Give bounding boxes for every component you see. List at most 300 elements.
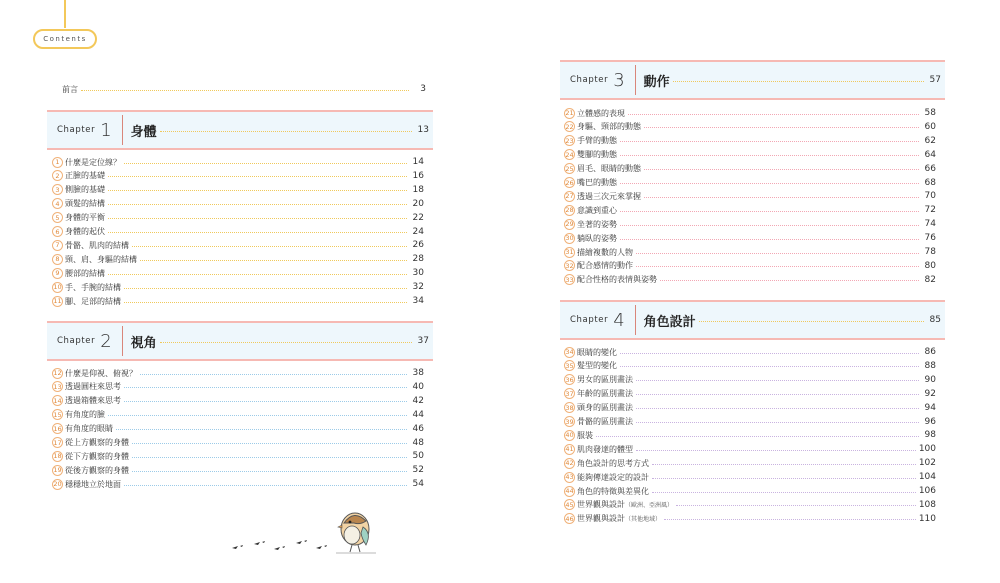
page-number: 60 (924, 121, 936, 132)
entry-title-text: 手、手腕的結構 (65, 282, 121, 292)
toc-entry[interactable] (52, 267, 424, 279)
entry-number: 25 (565, 164, 574, 173)
toc-entry[interactable] (564, 457, 936, 469)
leader-dots (116, 429, 407, 430)
leader-dots (124, 302, 407, 303)
page-number: 48 (412, 437, 424, 448)
leader-dots (132, 443, 407, 444)
entry-title (65, 226, 105, 237)
page-number: 70 (924, 191, 936, 202)
toc-entry[interactable] (564, 513, 936, 525)
entry-number: 26 (565, 178, 574, 187)
leader-dots (81, 90, 409, 91)
leader-dots (652, 478, 916, 479)
leader-dots (160, 131, 412, 132)
entry-title-text: 腰部的結構 (65, 268, 105, 278)
entry-title-text: 透過圓柱來思考 (65, 382, 121, 392)
entry-number: 43 (565, 473, 574, 482)
entry-title-text: 眼睛的變化 (577, 347, 617, 357)
entry-title (577, 205, 617, 216)
entry-title-text: 透過三次元來掌握 (577, 191, 641, 201)
page-number: 38 (412, 368, 424, 378)
toc-entry[interactable] (564, 121, 936, 133)
entry-title (577, 513, 661, 524)
chapter-divider (122, 115, 123, 145)
leader-dots (620, 183, 919, 184)
leader-dots (108, 415, 407, 416)
entry-title-text: 頭身的區別畫法 (577, 403, 633, 413)
entry-title-text: 身驅、頸部的動態 (577, 122, 641, 132)
leader-dots (160, 342, 412, 343)
chapter-label: Chapter (570, 315, 609, 325)
entry-title (577, 499, 673, 510)
page-number: 66 (924, 163, 936, 174)
leader-dots (636, 394, 919, 395)
leader-dots (132, 457, 407, 458)
entry-title (65, 170, 105, 181)
entry-title-text: 配合感情的動作 (577, 261, 633, 271)
leader-dots (620, 225, 919, 226)
toc-entry[interactable] (564, 274, 936, 286)
toc-entry[interactable] (52, 198, 424, 210)
page-number: 20 (412, 198, 424, 209)
entry-title-text: 從上方觀察的身體 (65, 438, 129, 447)
leader-dots (620, 353, 919, 354)
page-number: 88 (924, 360, 936, 371)
toc-entry[interactable] (564, 360, 936, 372)
entry-title-text: 手臂的動態 (577, 136, 617, 146)
leader-dots (124, 288, 407, 289)
entry-number: 5 (52, 212, 63, 223)
entry-number: 24 (565, 150, 574, 159)
page-number: 96 (924, 416, 936, 427)
toc-entry[interactable] (52, 184, 424, 196)
page-number: 64 (924, 149, 936, 160)
chapter-heading[interactable] (47, 321, 433, 361)
chapter-page: 57 (929, 75, 941, 85)
entry-title-text: 腳、足部的結構 (65, 296, 121, 306)
leader-dots (652, 492, 916, 493)
entry-title (65, 198, 105, 209)
entry-title (577, 430, 593, 441)
toc-entry[interactable] (564, 204, 936, 216)
toc-entry[interactable] (52, 156, 424, 168)
toc-entry[interactable] (564, 135, 936, 147)
entry-title (577, 163, 641, 174)
entry-number: 23 (565, 136, 574, 145)
entry-title (577, 219, 617, 230)
entry-title (65, 423, 113, 434)
toc-entry[interactable] (564, 485, 936, 497)
toc-entry[interactable] (52, 212, 424, 224)
toc-entry[interactable] (52, 437, 424, 449)
entry-title (577, 149, 617, 160)
page-number: 18 (412, 184, 424, 195)
entry-number: 8 (52, 254, 63, 265)
page-number: 106 (918, 486, 936, 496)
toc-entry[interactable] (52, 367, 424, 379)
entry-title-text: 能夠傳達設定的設計 (577, 472, 649, 482)
entry-title-text: 意識到重心 (577, 205, 617, 215)
entry-title (577, 444, 633, 455)
page-number: 44 (412, 409, 424, 420)
entry-subtitle: （其他地域） (625, 516, 662, 524)
chapter-divider (635, 305, 636, 335)
toc-entry[interactable] (564, 471, 936, 483)
entry-number: 41 (565, 445, 574, 454)
entry-number: 38 (565, 403, 574, 412)
leader-dots (108, 232, 407, 233)
entry-title (65, 409, 105, 420)
toc-entry[interactable] (564, 107, 936, 119)
chapter-page: 37 (417, 336, 429, 346)
leader-dots (108, 274, 407, 275)
toc-entry[interactable] (52, 423, 424, 435)
entry-number: 44 (565, 487, 574, 495)
entry-number: 21 (565, 109, 574, 117)
toc-entry[interactable] (52, 478, 424, 490)
leader-dots (644, 127, 919, 128)
toc-entry[interactable] (564, 246, 936, 258)
entry-title-text: 正臉的基礎 (65, 171, 105, 181)
entry-title-text: 躺臥的姿勢 (577, 233, 617, 243)
leader-dots (636, 380, 919, 381)
entry-title-text: 有角度的臉 (65, 410, 105, 420)
contents-label: Contents (33, 29, 97, 49)
entry-title (65, 368, 137, 379)
footprints-illustration (230, 538, 340, 554)
entry-number: 22 (565, 122, 574, 131)
leader-dots (652, 464, 916, 465)
toc-entry[interactable] (52, 464, 424, 476)
leader-dots (124, 163, 407, 164)
toc-entry[interactable] (564, 429, 936, 441)
leader-dots (132, 471, 407, 472)
leader-dots (620, 239, 919, 240)
chapter-label: Chapter (570, 75, 609, 85)
leader-dots (124, 485, 407, 486)
entry-title (577, 191, 641, 202)
chapter-number: 2 (100, 330, 112, 352)
toc-entry[interactable] (52, 395, 424, 407)
entry-title-text: 側臉的基礎 (65, 185, 105, 195)
page-number: 74 (924, 219, 936, 230)
entry-title (577, 402, 633, 413)
toc-entry[interactable] (564, 402, 936, 414)
entry-number: 34 (565, 348, 574, 356)
page-number: 86 (924, 347, 936, 357)
entry-title (577, 416, 633, 427)
toc-entry[interactable] (564, 499, 936, 511)
entry-title-text: 立體感的表現 (577, 108, 625, 118)
entry-number: 28 (565, 206, 574, 215)
entry-title (65, 157, 121, 168)
leader-dots (676, 505, 916, 506)
page-number: 34 (412, 296, 424, 306)
entry-title (65, 212, 105, 223)
entry-number: 6 (52, 226, 63, 237)
page-number: 94 (924, 402, 936, 413)
page-number: 14 (412, 157, 424, 167)
entry-number: 33 (565, 275, 574, 284)
toc-entry[interactable] (564, 163, 936, 175)
entry-title-text: 配合性格的表情與姿勢 (577, 275, 657, 285)
entry-title (65, 451, 129, 462)
entry-title-text: 前言 (62, 84, 78, 94)
leader-dots (644, 197, 919, 198)
entry-title (577, 472, 649, 483)
leader-dots (644, 169, 919, 170)
entry-number: 2 (52, 170, 63, 181)
page-number: 28 (412, 254, 424, 265)
toc-entry[interactable] (564, 416, 936, 428)
toc-entry[interactable] (52, 226, 424, 238)
entry-title (65, 254, 137, 265)
page-number: 52 (412, 465, 424, 476)
entry-title (65, 268, 105, 279)
entry-number: 30 (565, 234, 574, 243)
page-number: 30 (412, 268, 424, 279)
entry-number: 39 (565, 417, 574, 426)
leader-dots (660, 280, 919, 281)
toc-entry[interactable] (564, 232, 936, 244)
entry-number: 16 (53, 424, 62, 433)
entry-title (577, 135, 617, 146)
entry-title (62, 84, 78, 95)
leader-dots (636, 422, 919, 423)
leader-dots (108, 190, 407, 191)
leader-dots (620, 155, 919, 156)
entry-title-text: 服裝 (577, 430, 593, 440)
chapter-page: 13 (417, 125, 429, 135)
page-number: 54 (412, 479, 424, 490)
entry-number: 45 (565, 500, 574, 509)
entry-title-text: 頭髮的結構 (65, 199, 105, 209)
entry-title-text: 描繪複數的人物 (577, 247, 633, 257)
entry-number: 40 (565, 431, 574, 440)
entry-title (577, 247, 633, 258)
toc-entry[interactable] (564, 374, 936, 386)
entry-number: 35 (565, 361, 574, 370)
entry-title-text: 有角度的眼睛 (65, 424, 113, 434)
page-number: 42 (412, 395, 424, 406)
entry-title-text: 嘴巴的動態 (577, 178, 617, 187)
entry-title (577, 486, 649, 497)
chapter-heading[interactable] (560, 60, 945, 100)
entry-title-text: 透過箱體來思考 (65, 396, 121, 406)
entry-title-text: 坐著的姿勢 (577, 219, 617, 229)
leader-dots (620, 141, 919, 142)
toc-entry[interactable] (564, 388, 936, 400)
entry-number: 4 (52, 198, 63, 209)
entry-title (577, 347, 617, 358)
toc-entry[interactable] (564, 190, 936, 202)
toc-entry[interactable] (52, 409, 424, 421)
page-number: 102 (918, 458, 936, 469)
entry-title (65, 465, 129, 476)
entry-number: 7 (52, 240, 63, 251)
leader-dots (636, 450, 916, 451)
entry-title-text: 穩穩地立於地面 (65, 479, 121, 489)
entry-title-text: 角色的特徵與差異化 (577, 486, 649, 496)
toc-entry[interactable] (52, 295, 424, 307)
chapter-number: 3 (613, 69, 625, 91)
leader-dots (673, 81, 924, 82)
entry-number: 42 (565, 459, 574, 468)
toc-entry[interactable] (564, 260, 936, 272)
chapter-divider (635, 65, 636, 95)
entry-number: 15 (53, 410, 62, 419)
page-number: 3 (420, 84, 426, 94)
leader-dots (636, 266, 919, 267)
entry-number: 14 (53, 396, 62, 405)
bookmark-line (64, 0, 66, 28)
entry-title (65, 282, 121, 293)
entry-title (577, 260, 633, 271)
entry-title (65, 437, 129, 448)
entry-number: 32 (565, 261, 574, 270)
leader-dots (620, 366, 919, 367)
leader-dots (108, 176, 407, 177)
leader-dots (124, 401, 407, 402)
entry-title (577, 233, 617, 244)
entry-title-text: 什麼是仰視、俯視？ (65, 368, 137, 378)
chapter-number: 1 (100, 119, 112, 141)
chapter-page: 85 (929, 315, 941, 325)
entry-title (577, 374, 633, 385)
chapter-heading[interactable] (560, 300, 945, 340)
page-number: 108 (918, 499, 936, 510)
chapter-number: 4 (613, 309, 625, 331)
entry-number: 9 (52, 268, 63, 279)
chapter-label: Chapter (57, 125, 96, 135)
leader-dots (140, 374, 407, 375)
entry-title (65, 296, 121, 307)
entry-number: 3 (52, 184, 63, 195)
toc-entry[interactable] (564, 443, 936, 455)
entry-title-text: 骨骼的區別畫法 (577, 417, 633, 426)
page-number: 110 (918, 513, 936, 524)
toc-entry[interactable] (564, 218, 936, 230)
leader-dots (108, 218, 407, 219)
toc-entry[interactable] (52, 281, 424, 293)
entry-number: 37 (565, 389, 574, 398)
entry-title-text: 身體的平衡 (65, 213, 105, 223)
entry-title (577, 458, 649, 469)
leader-dots (628, 114, 919, 115)
entry-title (577, 177, 617, 188)
page-number: 82 (924, 274, 936, 285)
entry-number: 10 (53, 283, 62, 292)
entry-title-text: 世界觀與設計 (577, 500, 625, 510)
entry-title-text: 骨骼、肌肉的結構 (65, 240, 129, 250)
toc-entry[interactable] (52, 170, 424, 182)
page-number: 22 (412, 212, 424, 223)
toc-entry[interactable] (52, 450, 424, 462)
page-number: 50 (412, 451, 424, 462)
toc-entry[interactable] (564, 177, 936, 189)
page-number: 78 (924, 247, 936, 257)
toc-entry[interactable] (62, 83, 426, 95)
entry-number: 1 (52, 157, 63, 168)
toc-entry[interactable] (52, 381, 424, 393)
entry-title-text: 角色設計的思考方式 (577, 458, 649, 468)
entry-number: 11 (53, 297, 62, 305)
page-number: 46 (412, 423, 424, 434)
entry-number: 46 (565, 514, 574, 523)
entry-title-text: 從後方觀察的身體 (65, 465, 129, 475)
leader-dots (664, 519, 916, 520)
entry-title (577, 388, 633, 399)
page-number: 72 (924, 205, 936, 216)
toc-entry[interactable] (52, 239, 424, 251)
chapter-heading[interactable] (47, 110, 433, 150)
chapter-label: Chapter (57, 336, 96, 346)
entry-title (65, 395, 121, 406)
entry-number: 13 (53, 382, 62, 391)
entry-subtitle: （歐洲、亞洲風） (625, 502, 674, 510)
entry-title (65, 479, 121, 490)
page-number: 26 (412, 240, 424, 251)
entry-number: 27 (565, 192, 574, 201)
entry-number: 29 (565, 220, 574, 229)
entry-title-text: 從下方觀察的身體 (65, 451, 129, 461)
leader-dots (140, 260, 407, 261)
page-number: 76 (924, 233, 936, 244)
page-number: 68 (924, 177, 936, 188)
chapter-divider (122, 326, 123, 356)
entry-number: 12 (53, 369, 62, 377)
entry-number: 20 (53, 480, 62, 489)
entry-number: 31 (565, 248, 574, 256)
page-number: 32 (412, 282, 424, 293)
entry-title-text: 男女的區別畫法 (577, 375, 633, 385)
entry-title-text: 肌肉發達的體型 (577, 444, 633, 454)
entry-number: 19 (53, 466, 62, 475)
toc-entry[interactable] (564, 149, 936, 161)
page-number: 80 (924, 260, 936, 271)
chapter-title: 動作 (643, 74, 670, 90)
leader-dots (108, 204, 407, 205)
entry-title (65, 240, 129, 251)
chapter-title: 身體 (130, 124, 157, 140)
entry-title-text: 什麼是定位線？ (65, 157, 121, 167)
leader-dots (124, 387, 407, 388)
toc-entry[interactable] (564, 346, 936, 358)
leader-dots (699, 321, 924, 322)
entry-title (65, 184, 105, 195)
page-number: 58 (924, 108, 936, 118)
leader-dots (636, 253, 919, 254)
page-number: 16 (412, 170, 424, 181)
leader-dots (636, 408, 919, 409)
leader-dots (132, 246, 407, 247)
entry-title-text: 年齡的區別畫法 (577, 389, 633, 399)
entry-title (65, 381, 121, 392)
entry-title (577, 274, 657, 285)
entry-title-text: 髮型的變化 (577, 361, 617, 371)
page-number: 40 (412, 381, 424, 392)
entry-title-text: 世界觀與設計 (577, 514, 625, 524)
entry-title (577, 360, 617, 371)
entry-title-text: 頸、肩、身驅的結構 (65, 254, 137, 264)
entry-title-text: 身體的起伏 (65, 227, 105, 236)
entry-number: 18 (53, 452, 62, 461)
toc-entry[interactable] (52, 253, 424, 265)
chapter-title: 角色設計 (643, 314, 696, 330)
page-number: 24 (412, 226, 424, 237)
leader-dots (596, 436, 919, 437)
